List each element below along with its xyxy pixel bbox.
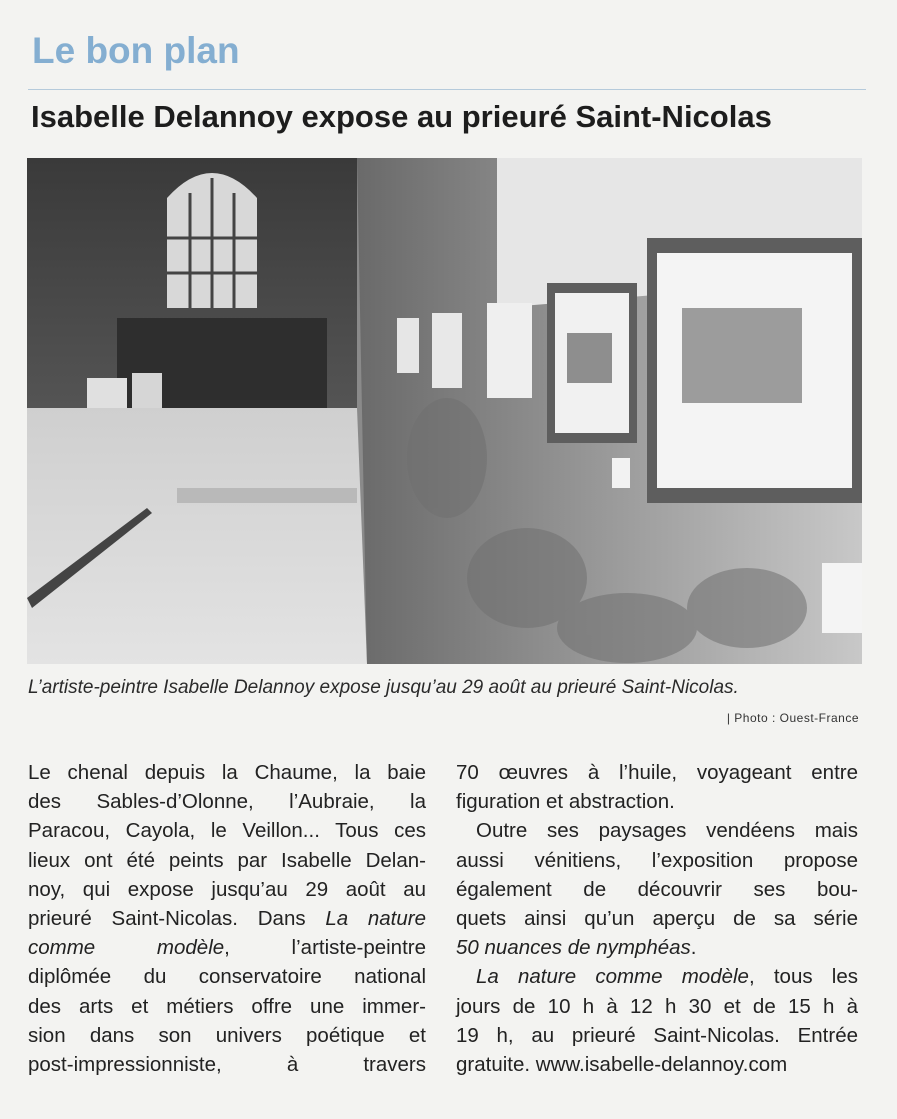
body-line: également de découvrir ses bou- xyxy=(456,877,858,901)
body-line xyxy=(28,933,426,962)
body-line: post-impressionniste, à travers xyxy=(28,1053,426,1077)
series-title: 50 nuances de nymphéas xyxy=(456,936,691,960)
body-line: 19 h, au prieuré Saint-Nicolas. Entrée xyxy=(456,1023,858,1047)
work-title: La nature comme modèle xyxy=(476,965,749,989)
body-line: Le chenal depuis la Chaume, la baie xyxy=(28,761,426,784)
body-text: prieuré Saint-Nicolas. Dans xyxy=(28,907,326,931)
body-line: aussi vénitiens, l’exposition propose xyxy=(456,848,858,872)
photo-credit: | Photo : Ouest-France xyxy=(726,711,859,725)
body-line xyxy=(456,933,858,962)
body-line: Outre ses paysages vendéens mais xyxy=(476,819,858,843)
exhibition-photo xyxy=(27,158,862,664)
body-line: sion dans son univers poétique et xyxy=(28,1023,426,1047)
article-column-left xyxy=(28,758,426,1079)
body-text: , l’artiste-peintre xyxy=(224,936,426,960)
body-line: des arts et métiers offre une immer- xyxy=(28,994,426,1018)
body-line: figuration et abstraction. xyxy=(456,790,675,814)
body-text: , tous les xyxy=(748,965,858,989)
body-line: noy, qui expose jusqu’au 29 août au xyxy=(28,877,426,901)
article-headline: Isabelle Delannoy expose au prieuré Saint-Nicolas xyxy=(31,99,772,134)
body-line: lieux ont été peints par Isabelle Delan- xyxy=(28,848,426,872)
body-line: diplômée du conservatoire national xyxy=(28,965,426,989)
rubric-divider xyxy=(28,89,866,90)
body-line xyxy=(28,904,426,933)
photo-caption: L’artiste-peintre Isabelle Delannoy expose jusqu’au 29 août au prieuré Saint-Nicolas. xyxy=(28,677,739,698)
body-line: 70 œuvres à l’huile, voyageant entre xyxy=(456,761,858,784)
body-line: quets ainsi qu’un aperçu de sa série xyxy=(456,907,858,931)
body-line: gratuite. www.isabelle-delannoy.com xyxy=(456,1053,788,1077)
article-column-right xyxy=(456,758,858,1079)
work-title: La nature xyxy=(325,907,426,931)
body-line: jours de 10 h à 12 h 30 et de 15 h à xyxy=(456,994,858,1018)
body-line: Paracou, Cayola, le Veillon... Tous ces xyxy=(28,819,426,843)
section-rubric: Le bon plan xyxy=(32,30,240,71)
work-title: comme modèle xyxy=(28,936,225,960)
body-line: des Sables-d’Olonne, l’Aubraie, la xyxy=(28,790,426,814)
body-text: . xyxy=(690,936,697,960)
body-line xyxy=(456,962,858,991)
